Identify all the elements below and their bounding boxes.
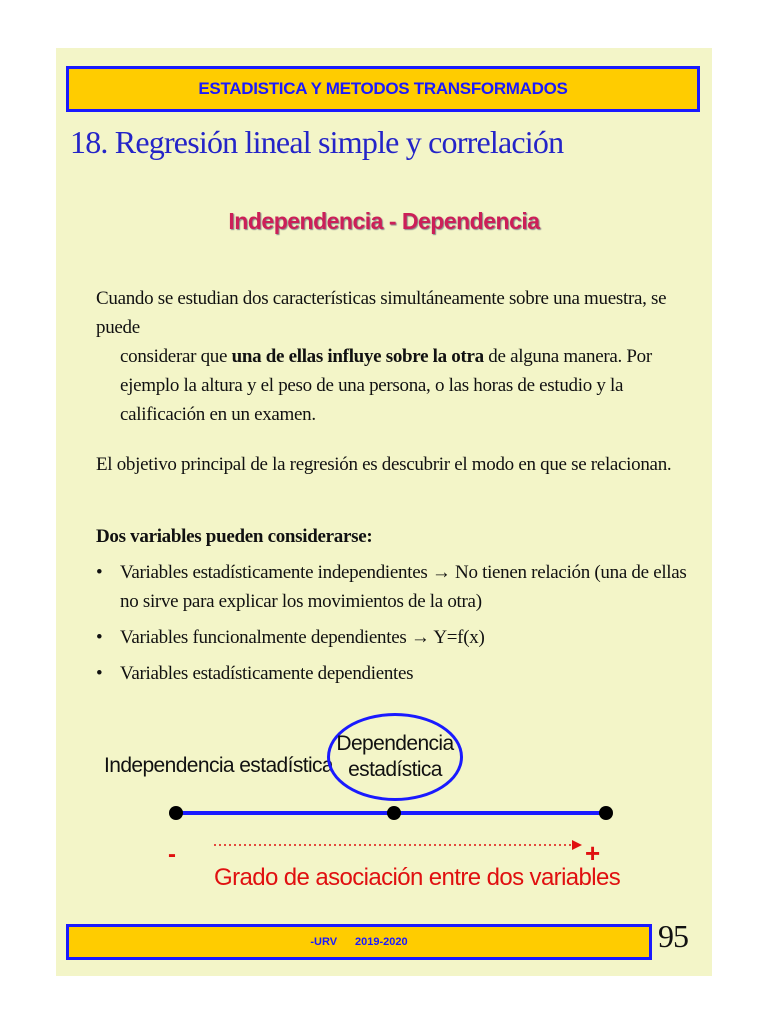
association-diagram [56,48,712,976]
dependence-label-line1: Dependencia [336,732,454,755]
list-item-text: Variables estadísticamente independientes → No tienen relación (una de ellas no sirve para explicar los movimientos de la otra) [120,562,687,612]
page-number: 95 [658,918,688,954]
paragraph-variables-heading: Dos variables pueden considerarse: [96,526,373,547]
minus-sign: - [168,841,176,868]
list-item-text: Variables estadísticamente dependientes [120,663,414,684]
paragraph-intro-bold: una de ellas influye sobre la otra [231,346,484,367]
list-item [96,558,696,616]
paragraph-intro [96,284,696,429]
course-title: ESTADISTICA Y METODOS TRANSFORMADOS [198,79,568,98]
independence-label: Independencia estadística [104,754,334,777]
paragraph-objective: El objetivo principal de la regresión es descubrir el modo en que se relacionan. [96,454,672,475]
paragraph-intro-pre: considerar que [120,346,232,367]
dependence-ellipse [327,713,463,801]
list-item [96,659,696,688]
bullet-list [96,558,696,695]
bullet-dot: • [96,663,103,684]
footer-bar [66,924,652,960]
bullet-dot: • [96,562,103,583]
header-bar [66,66,700,112]
association-point-right [599,806,613,820]
bullet-dot: • [96,627,103,648]
association-caption: Grado de asociación entre dos variables [214,864,621,891]
slide [56,48,712,976]
association-point-left [169,806,183,820]
slide-title: 18. Regresión lineal simple y correlación [70,124,564,160]
list-item-text: Variables funcionalmente dependientes → Y=f(x) [120,627,485,648]
section-subtitle: Independencia - Dependencia [228,208,540,234]
plus-sign: + [585,838,601,868]
list-item [96,623,696,652]
footer-org: -URV [310,936,338,948]
paragraph-intro-line1: Cuando se estudian dos características simultáneamente sobre una muestra, se puede [96,288,667,338]
paragraph-intro-post: de alguna manera. Por ejemplo la altura y el peso de una persona, o las horas de estudio y la calificación en un examen. [120,346,652,425]
footer-years: 2019-2020 [355,936,408,948]
association-point-mid [387,806,401,820]
dependence-label-line2: estadística [348,758,442,781]
association-arrow-head [572,840,582,850]
paragraph-intro-rest [96,342,696,429]
